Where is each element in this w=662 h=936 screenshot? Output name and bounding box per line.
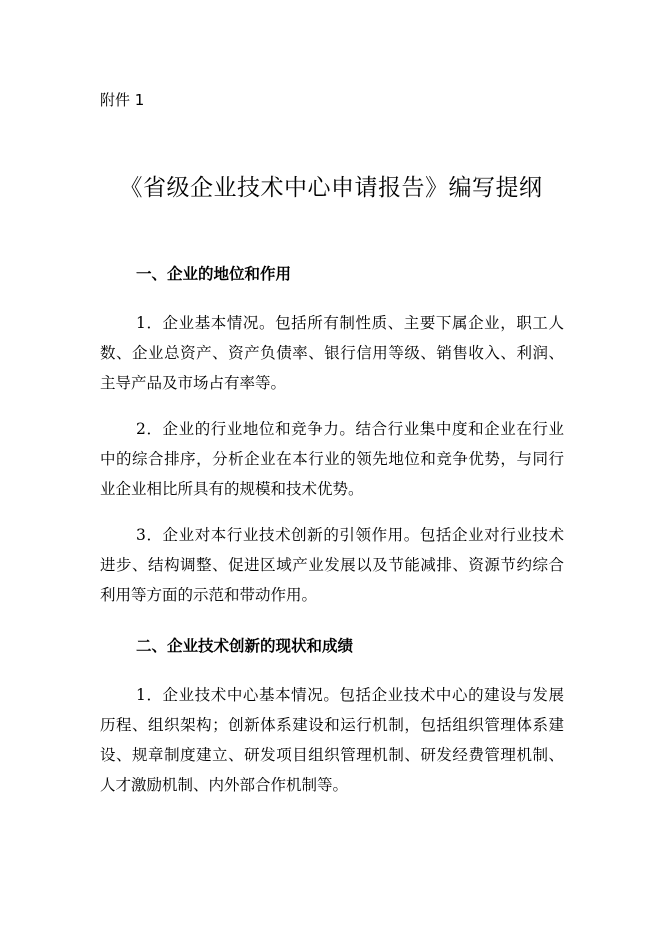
attachment-label: 附件 1	[100, 91, 145, 109]
section-heading-1: 一、企业的地位和作用	[136, 265, 292, 283]
section-1-paragraph-3: 3．企业对本行业技术创新的引领作用。包括企业对行业技术进步、结构调整、促进区域产业发展以及节能减排、资源节约综合利用等方面的示范和带动作用。	[100, 526, 564, 604]
section-1-paragraph-2: 2．企业的行业地位和竞争力。结合行业集中度和企业在行业中的综合排序，分析企业在本行业的领先地位和竞争优势，与同行业企业相比所具有的规模和技术优势。	[100, 420, 564, 498]
section-1-paragraph-1: 1．企业基本情况。包括所有制性质、主要下属企业，职工人数、企业总资产、资产负债率、银行信用等级、销售收入、利润、主导产品及市场占有率等。	[100, 314, 564, 392]
document-title: 《省级企业技术中心申请报告》编写提纲	[119, 175, 543, 201]
document-body	[100, 262, 564, 800]
section-2-paragraph-1: 1．企业技术中心基本情况。包括企业技术中心的建设与发展历程、组织架构；创新体系建设和运行机制，包括组织管理体系建设、规章制度建立、研发项目组织管理机制、研发经费管理机制、人才激励机制、内外部合作机制等。	[100, 686, 564, 794]
section-heading-2: 二、企业技术创新的现状和成绩	[136, 637, 354, 655]
